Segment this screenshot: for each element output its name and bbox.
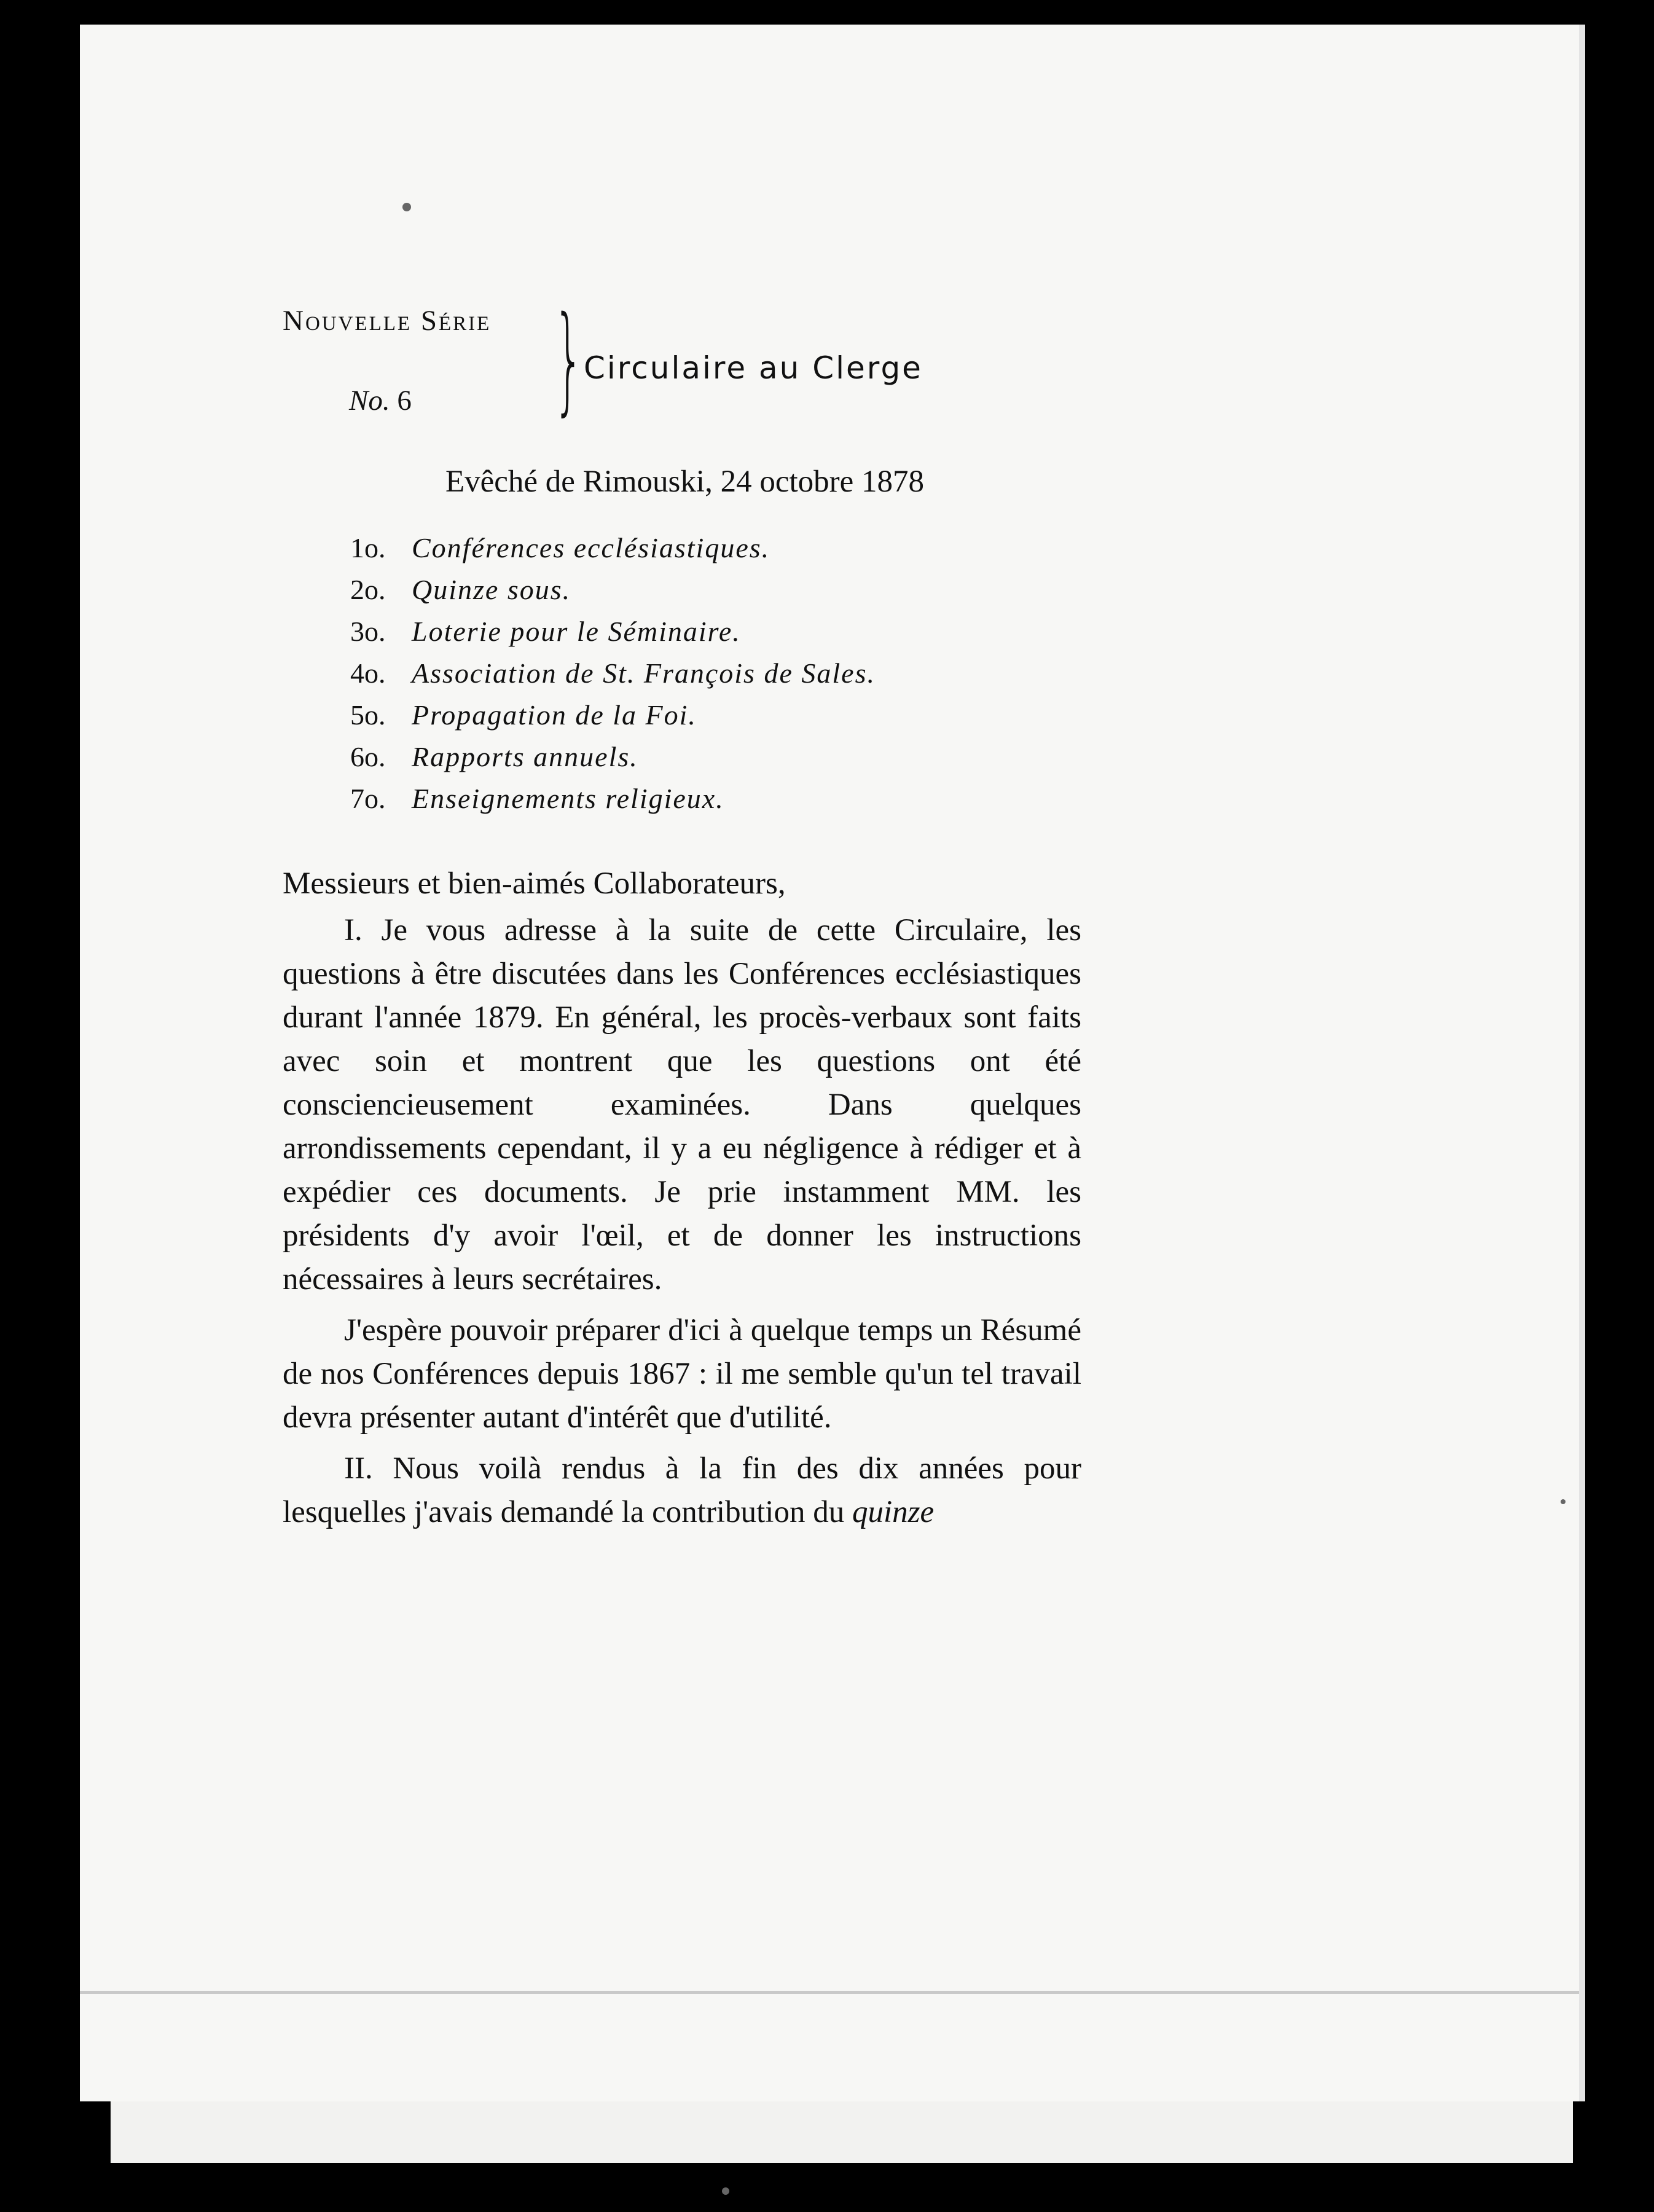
agenda-item-text: Propagation de la Foi. — [412, 699, 697, 731]
circular-header — [283, 291, 1081, 433]
paragraph-3-italic: quinze — [852, 1495, 935, 1529]
dateline: Evêché de Rimouski, 24 octobre 1878 — [445, 465, 924, 499]
agenda-item-text: Conférences ecclésiastiques. — [412, 532, 770, 563]
document-content — [283, 291, 1081, 1534]
circular-number — [349, 384, 412, 417]
agenda-item — [350, 611, 1081, 653]
agenda-item-text: Association de St. François de Sales. — [412, 657, 876, 689]
series-label: Nouvelle Série — [283, 305, 492, 337]
agenda-item — [350, 694, 1081, 736]
agenda-item — [350, 778, 1081, 820]
circular-title: Circulaire au Clerge — [584, 350, 923, 386]
curly-brace-glyph: } — [553, 291, 584, 427]
agenda-item — [350, 736, 1081, 778]
agenda-item-number: 7o. — [350, 783, 386, 814]
number-prefix: No. — [349, 385, 390, 417]
paragraph-3 — [283, 1447, 1081, 1534]
agenda-item — [350, 653, 1081, 694]
page-bottom-strip — [111, 2101, 1573, 2163]
agenda-item — [350, 569, 1081, 611]
agenda-item — [350, 527, 1081, 569]
paragraph-3-text: II. Nous voilà rendus à la fin des dix années pour lesquelles j'avais demandé la contribution du — [283, 1451, 1081, 1529]
agenda-item-text: Quinze sous. — [412, 574, 571, 605]
agenda-list — [350, 527, 1081, 820]
agenda-item-text: Rapports annuels. — [412, 741, 638, 772]
agenda-item-number: 4o. — [350, 657, 386, 689]
agenda-item-number: 6o. — [350, 741, 386, 772]
paragraph-2: J'espère pouvoir préparer d'ici à quelque temps un Résumé de nos Conférences depuis 1867 : il me semble qu'un tel travail devra présenter autant d'intérêt que d'utilité. — [283, 1313, 1081, 1435]
agenda-item-number: 5o. — [350, 699, 386, 731]
paragraph-1: I. Je vous adresse à la suite de cette Circulaire, les questions à être discutées dans les Conférences ecclésiastiques durant l'année 1879. En général, les procès-verbaux sont faits avec soin et montrent que les questions ont été consciencieusement examinées. Dans quelques arrondissements cependant, il y a eu négligence à rédiger et à expédier ces documents. Je prie instamment MM. les présidents d'y avoir l'œil, et de donner les instructions nécessaires à leurs secrétaires. — [283, 913, 1081, 1296]
agenda-item-number: 3o. — [350, 616, 386, 647]
number-value: 6 — [397, 385, 412, 417]
agenda-item-number: 2o. — [350, 574, 386, 605]
page-fold-line — [80, 1991, 1579, 1994]
agenda-item-text: Enseignements religieux. — [412, 783, 724, 814]
agenda-item-text: Loterie pour le Séminaire. — [412, 616, 741, 647]
agenda-item-number: 1o. — [350, 532, 386, 563]
salutation: Messieurs et bien-aimés Collaborateurs, — [283, 866, 786, 901]
